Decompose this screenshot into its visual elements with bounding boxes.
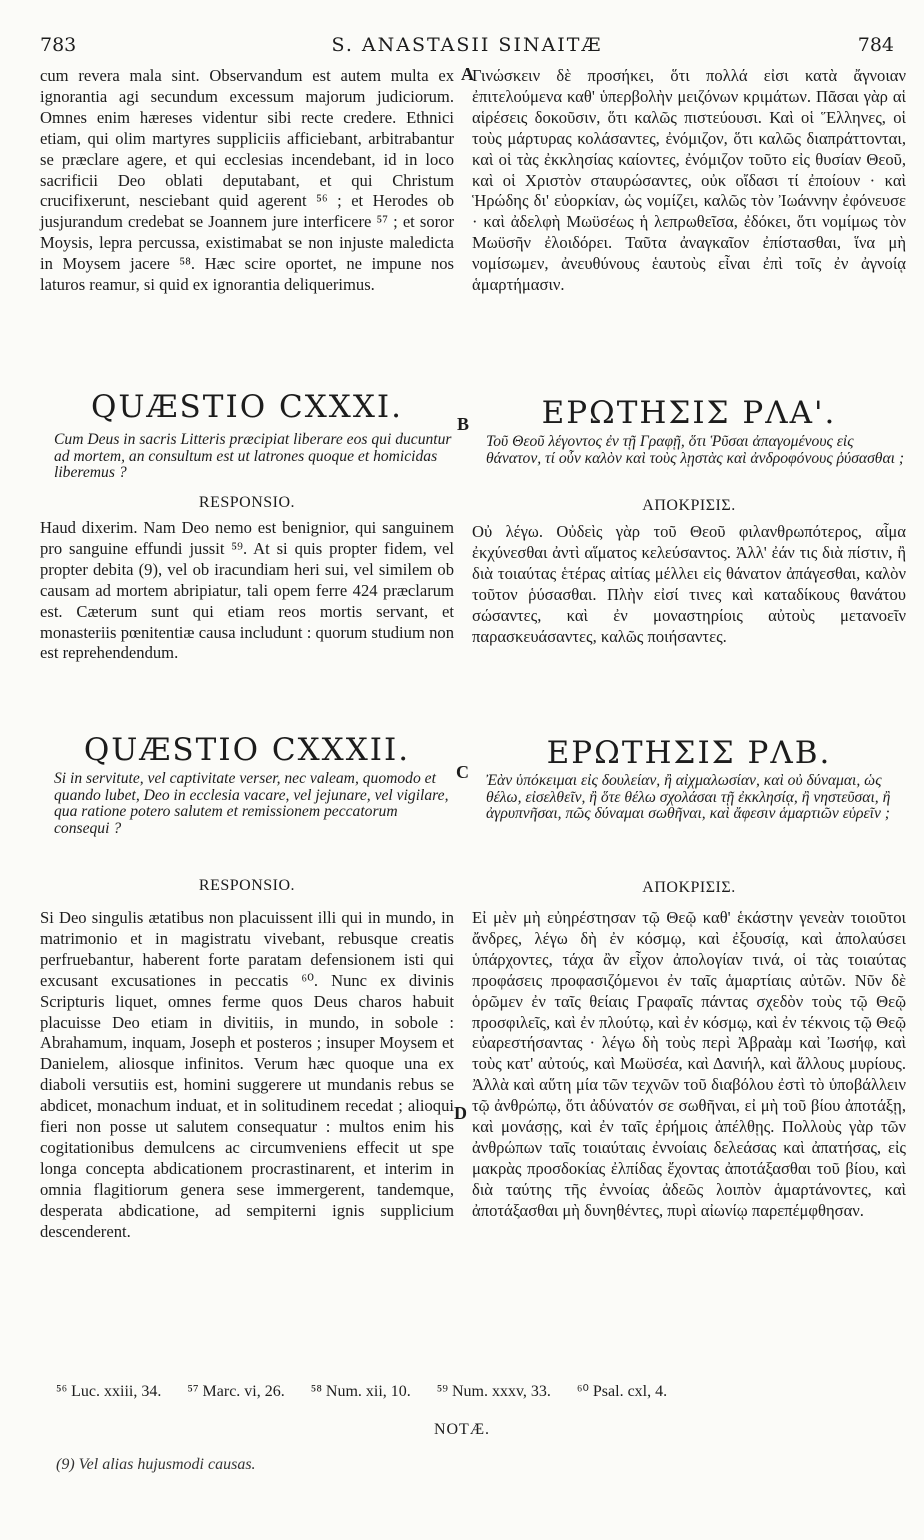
margin-letter-d: D bbox=[454, 1103, 467, 1123]
running-head bbox=[40, 34, 894, 58]
footnotes bbox=[56, 1381, 916, 1401]
latin-intro-paragraph: cum revera mala sint. Observandum est autem multa ex ignorantia agi secundum excessum majorum judiciorum. Omnes enim hæreses videntur sibi recte credere. Ethnici etiam, qui olim martyres suppliciis afficiebant, arbitrabantur se præclare agere, et qui ecclesias incendebant, id in loco sacrificii Deo oblati deputabant, et qui Christum crucifixerunt, nesciebant quid agerent ⁵⁶ ; et Herodes ob jusjurandum credebat se Joannem jure interficere ⁵⁷ ; et soror Moysis, lepra percussa, existimabat se non injuste maledicta in Moysem jacere ⁵⁸. Hæc scire oportet, ne impune nos laturos reamur, si quid ex ignorantia deliquerimus. bbox=[40, 66, 454, 295]
latin-q131-title: QUÆSTIO CXXXI. bbox=[90, 389, 404, 425]
margin-letter-a: A bbox=[461, 64, 474, 84]
latin-q131-answer: Haud dixerim. Nam Deo nemo est benignior, qui sanguinem pro sanguine effundi jussit ⁵⁹. At si quis propter fidem, vel propter debita (9), vel ob iracundiam heri sui, vel similem ob causam ad mortem abripiatur, tali opem ferre 424 præclarum est. Cæterum sunt qui etiam reos mortis servant, et monasteriis pœnitentiæ causa includunt : quorum studium non est reprehendendum. bbox=[40, 518, 454, 663]
footnote-58: ⁵⁸ Num. xii, 10. bbox=[310, 1383, 411, 1400]
page-number-right: 784 bbox=[857, 34, 894, 56]
footnote-60: ⁶⁰ Psal. cxl, 4. bbox=[576, 1383, 668, 1400]
latin-q132-answer: Si Deo singulis ætatibus non placuissent illi qui in mundo, in matrimonio et in magistratu vivebant, rebusque creatis perfruebantur, haberent forte paratam defensionem isti qui excusant excusationes in peccatis ⁶⁰. Nunc ex divinis Scripturis liquet, omnes ferme quos Deus charos habuit placuisse Deo etiam in divitiis, in mundo, in sobole : Abrahamum, inquam, Joseph et posteros ; insuper Moysem et Danielem, aliosque infinitos. Verum hæc quoque una ex diaboli versutiis est, homini suggerere ut mundanis rebus se abdicet, monachum induat, et in solitudinem recedat ; alioqui fieri non posse ut salutem consequatur : multos enim his cogitationibus demulcens ac circumveniens effecit ut spe longa concepta abdicationem procrastinarent, et interim in omnia flagitiorum genera sese immergerent, tandemque, desperata abdicatione, ad sempiterni ignis supplicium descenderent. bbox=[40, 908, 454, 1241]
page-number-left: 783 bbox=[40, 34, 77, 56]
latin-q131-responsio: RESPONSIO. bbox=[198, 494, 296, 511]
running-title: S. ANASTASII SINAITÆ bbox=[331, 34, 603, 56]
greek-q132-title: ΕΡΩΤΗΣΙΣ ΡΛΒ. bbox=[546, 735, 832, 771]
margin-letter-c: C bbox=[456, 762, 469, 782]
notae-heading: NOTÆ. bbox=[433, 1421, 491, 1438]
greek-q131-title: ΕΡΩΤΗΣΙΣ ΡΛΑ'. bbox=[541, 395, 837, 431]
greek-q132-answer: Εἰ μὲν μὴ εὐηρέστησαν τῷ Θεῷ καθ' ἑκάστην γενεὰν τοιοῦτοι ἄνδρες, λέγω δὴ ἐν κόσμῳ, καὶ ἐξουσίᾳ, καὶ ἀπολαύσει ὑπάρχοντες, τάχα ἂν εἶχον ἀπολογίαν τινά, οἱ τὰς τοιαύτας προφάσεις προφασιζόμενοι ἐν ταῖς ἁμαρτίαις αὐτῶν. Νῦν δὲ ὁρῶμεν ἐν ταῖς θείαις Γραφαῖς πάντας σχεδὸν τοὺς τῷ Θεῷ προσφιλεῖς, καὶ ἐν πλούτῳ, καὶ ἐν κόσμῳ, καὶ ἐν τέκνοις τῷ Θεῷ εὐαρεστήσαντας · λέγω δὴ τοὺς περὶ Ἀβραὰμ καὶ Ἰωσήφ, καὶ τοὺς κατ' αὐτούς, καὶ Μωϋσέα, καὶ Δανιήλ, καὶ ἄλλους μυρίους. Ἀλλὰ καὶ αὕτη μία τῶν τεχνῶν τοῦ διαβόλου ἐστὶ τὸ ὑποβάλλειν τῷ ἀνθρώπῳ, ὅτι ἀδύνατόν σε σωθῆναι, εἰ μὴ τοῦ βίου ἀποτάξῃ, καὶ μονάσῃς, καὶ ἐν ταῖς ἐρήμοις ἀπέλθῃς. Πολλοὺς γὰρ τῶν ἀνθρώπων ταῖς τοιαύταις ἐννοίαις δελεάσας καὶ ἀπατήσας, εἰς μακρὰς προσδοκίας ἐλπίδας ἔχοντας ἀποτάξασθαι τοῦ βίου, καὶ διὰ ταύτης τῆς ἐννοίας ἀδεῶς λοιπὸν ἁμαρτάνοντες, καὶ ἀποτάξασθαι μὴ δυνηθέντες, πυρὶ αἰωνίῳ παρεπέμφθησαν. bbox=[472, 908, 906, 1220]
footnote-56: ⁵⁶ Luc. xxiii, 34. bbox=[56, 1383, 162, 1400]
latin-q132-question: Si in servitute, vel captivitate verser, nec valeam, quomodo et quando lubet, Deo in ecclesia vacare, vel jejunare, vel vigilare, qua ratione potero salutem et remissionem peccatorum consequi ? bbox=[54, 770, 449, 837]
greek-q132-apokrisis: ΑΠΟΚΡΙΣΙΣ. bbox=[642, 879, 736, 896]
note-9: (9) Vel alias hujusmodi causas. bbox=[56, 1456, 256, 1473]
greek-q131-question: Τοῦ Θεοῦ λέγοντος ἐν τῇ Γραφῇ, ὅτι Ῥῦσαι ἀπαγομένους εἰς θάνατον, τί οὖν καλὸν καὶ τοὺς λῃστὰς καὶ ἀνδροφόνους ῥύσασθαι ; bbox=[486, 433, 905, 467]
footnote-59: ⁵⁹ Num. xxxv, 33. bbox=[436, 1383, 551, 1400]
greek-intro-paragraph: Γινώσκειν δὲ προσήκει, ὅτι πολλά εἰσι κατὰ ἄγνοιαν ἐπιτελούμενα καθ' ὑπερβολὴν μειζόνων κριμάτων. Πᾶσαι γὰρ αἱ αἱρέσεις δοκοῦσιν, ὅτι καλῶς πιστεύουσι. Καὶ οἱ Ἕλληνες, οἱ τοὺς μάρτυρας κολάσαντες, ἐνόμιζον, ὅτι καλῶς διαπράττονται, καὶ οἱ τὰς ἐκκλησίας καίοντες, ἐνόμιζον τοῦτο εἰς θυσίαν Θεοῦ, καὶ οἱ Χριστὸν σταυρώσαντες, οὐκ οἴδασι τί ἐποίουν · καὶ Ἡρώδης δι' εὐορκίαν, ὡς νομίζει, καλῶς τὸν Ἰωάννην ἐφόνευσε · καὶ ἀδελφὴ Μωϋσέως ἡ λεπρωθεῖσα, ἐδόκει, ὅτι νομίμως τὸν Μωϋσῆν ἐλοιδόρει. Ταῦτα ἀναγκαῖον ἐπίστασθαι, ἵνα μὴ νομίσωμεν, ἀνευθύνους ἑαυτοὺς εἶναι ἐπὶ τοῖς ἐν ἀγνοίᾳ ἁμαρτήμασιν. bbox=[472, 66, 906, 295]
greek-q131-answer: Οὐ λέγω. Οὐδεὶς γὰρ τοῦ Θεοῦ φιλανθρωπότερος, αἷμα ἐκχύνεσθαι ἀντὶ αἵματος κελεύσαντος. Ἀλλ' ἐάν τις διὰ πίστιν, ἢ διὰ τοιαύτας ἑτέρας αἰτίας μέλλει εἰς θάνατον ἀπάγεσθαι, καλὸν τοῦτον ῥύσασθαι. Πλὴν εἰσί τινες καὶ καταδίκους θανάτου σώσαντες, καὶ ἐν μοναστηρίοις αὐτοὺς μετανοεῖν παρασκευάσαντες, καλῶς ποιήσαντες. bbox=[472, 522, 906, 646]
latin-q132-title: QUÆSTIO CXXXII. bbox=[83, 732, 411, 768]
latin-q131-question: Cum Deus in sacris Litteris præcipiat liberare eos qui ducuntur ad mortem, an consultum est ut latrones quoque et homicidas liberemus ? bbox=[54, 431, 452, 481]
latin-q132-responsio: RESPONSIO. bbox=[198, 877, 296, 894]
greek-q131-apokrisis: ΑΠΟΚΡΙΣΙΣ. bbox=[642, 497, 736, 514]
margin-letter-b: B bbox=[457, 414, 470, 434]
greek-q132-question: Ἐὰν ὑπόκειμαι εἰς δουλείαν, ἢ αἰχμαλωσίαν, καὶ οὐ δύναμαι, ὡς θέλω, εἰσελθεῖν, ἢ ὅτε θέλω σχολάσαι τῇ ἐκκλησίᾳ, ἢ νηστεῦσαι, ἢ ἀγρυπνῆσαι, πῶς δύναμαι σωθῆναι, καὶ ἄφεσιν ἁμαρτιῶν εὑρεῖν ; bbox=[486, 772, 891, 822]
footnote-57: ⁵⁷ Marc. vi, 26. bbox=[187, 1383, 285, 1400]
